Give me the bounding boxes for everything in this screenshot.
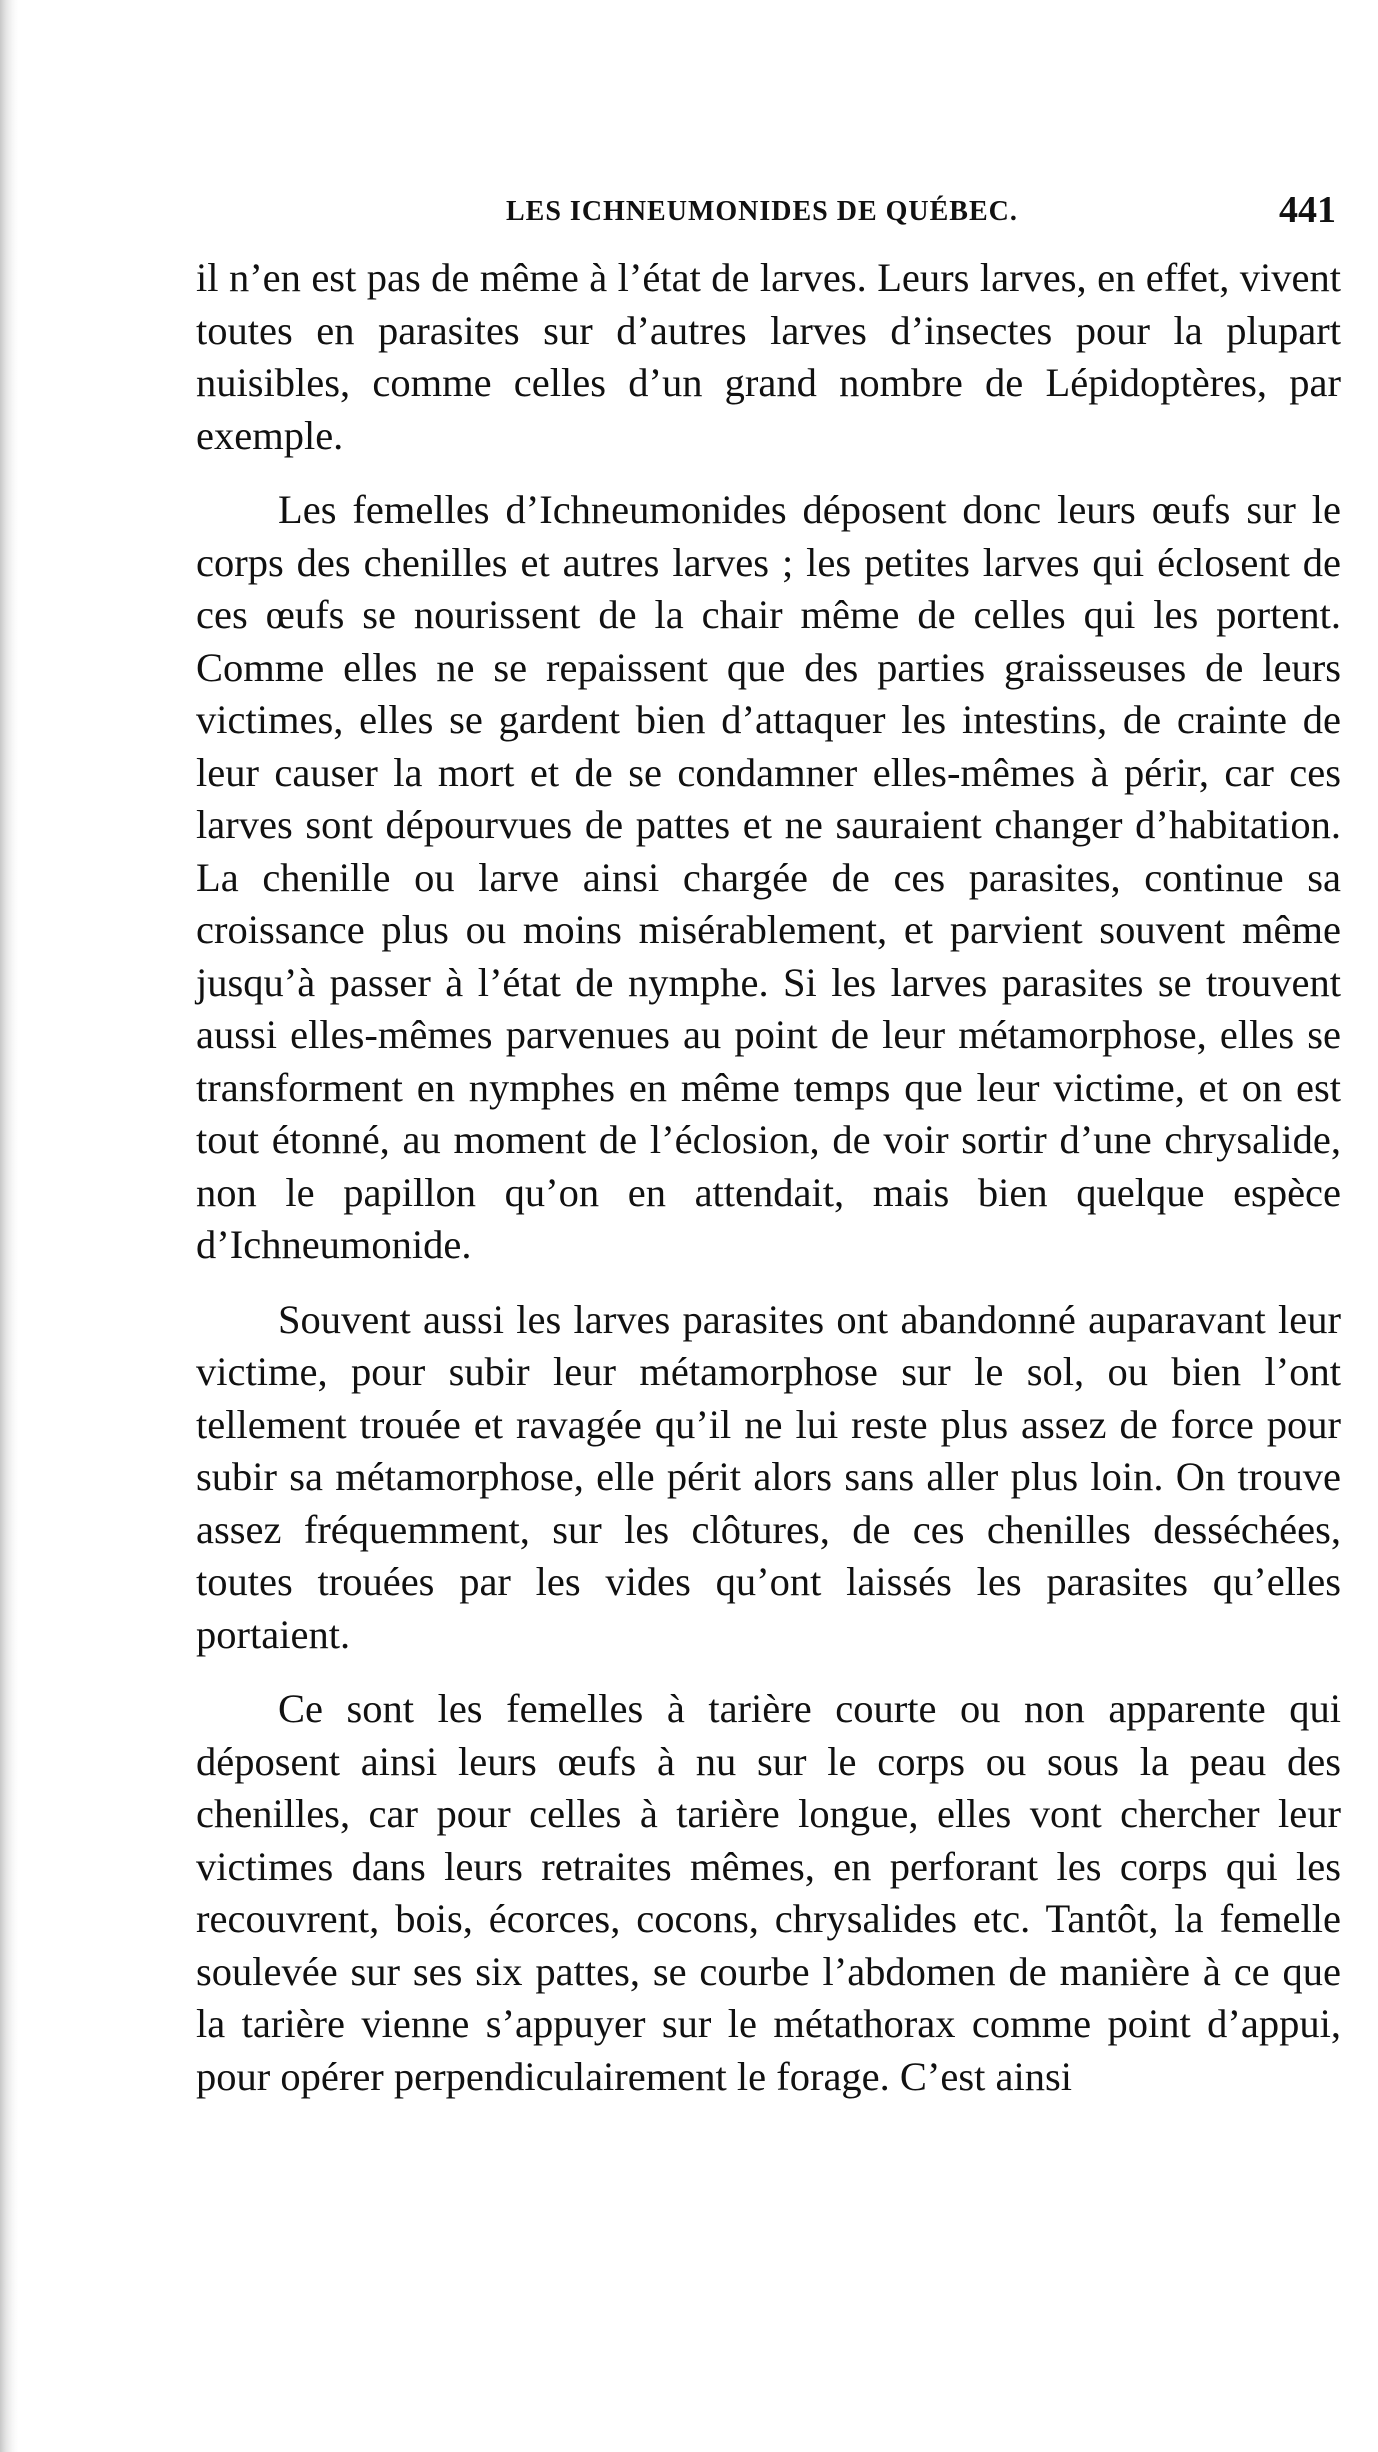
page-number: 441 (1279, 189, 1336, 231)
paragraph-3: Souvent aussi les larves parasites ont abandonné auparavant leur victime, pour subir leur métamorphose sur le sol, ou bien l’ont tellement trouée et ravagée qu’il ne lui reste plus assez de force pour subir sa métamorphose, elle périt alors sans aller plus loin. On trouve assez fréquemment, sur les clôtures, de ces chenilles desséchées, toutes trouées par les vides qu’ont laissés les parasites qu’elles portaient. (196, 1296, 1341, 1657)
paragraph-2: Les femelles d’Ichneumonides déposent donc leurs œufs sur le corps des chenilles et autres larves ; les petites larves qui éclosent de ces œufs se nourissent de la chair même de celles qui les portent. Comme elles ne se repaissent que des parties graisseuses de leurs victimes, elles se gardent bien d’attaquer les intestins, de crainte de leur causer la mort et de se condamner elles-mêmes à périr, car ces larves sont dépourvues de pattes et ne sauraient changer d’habitation. La chenille ou larve ainsi chargée de ces parasites, continue sa croissance plus ou moins misérablement, et parvient souvent même jusqu’à passer à l’état de nymphe. Si les larves parasites se trouvent aussi elles-mêmes parvenues au point de leur métamorphose, elles se transforment en nymphes en même temps que leur victime, et on est tout étonné, au moment de l’éclosion, de voir sortir d’une chrysalide, non le papillon qu’on en attendait, mais bien quelque espèce d’Ichneumonide. (196, 487, 1341, 1267)
running-head (206, 188, 1336, 238)
paragraph-4: Ce sont les femelles à tarière courte ou non apparente qui déposent ainsi leurs œufs à nu sur le corps ou sous la peau des chenilles, car pour celles à tarière longue, elles vont chercher leur victimes dans leurs retraites mêmes, en perforant les corps qui les recouvrent, bois, écorces, cocons, chrysalides etc. Tantôt, la femelle soulevée sur ses six pattes, se courbe l’abdomen de manière à ce que la tarière vienne s’appuyer sur le métathorax comme point d’appui, pour opérer perpendiculairement le forage. C’est ainsi (196, 1686, 1341, 2099)
paragraph-1: il n’en est pas de même à l’état de larves. Leurs larves, en effet, vivent toutes en parasites sur d’autres larves d’insectes pour la plupart nuisibles, comme celles d’un grand nombre de Lépidoptères, par exemple. (196, 255, 1341, 458)
scan-edge (0, 0, 18, 2452)
running-title: LES ICHNEUMONIDES DE QUÉBEC. (506, 196, 1018, 227)
text-body (196, 252, 1341, 2125)
